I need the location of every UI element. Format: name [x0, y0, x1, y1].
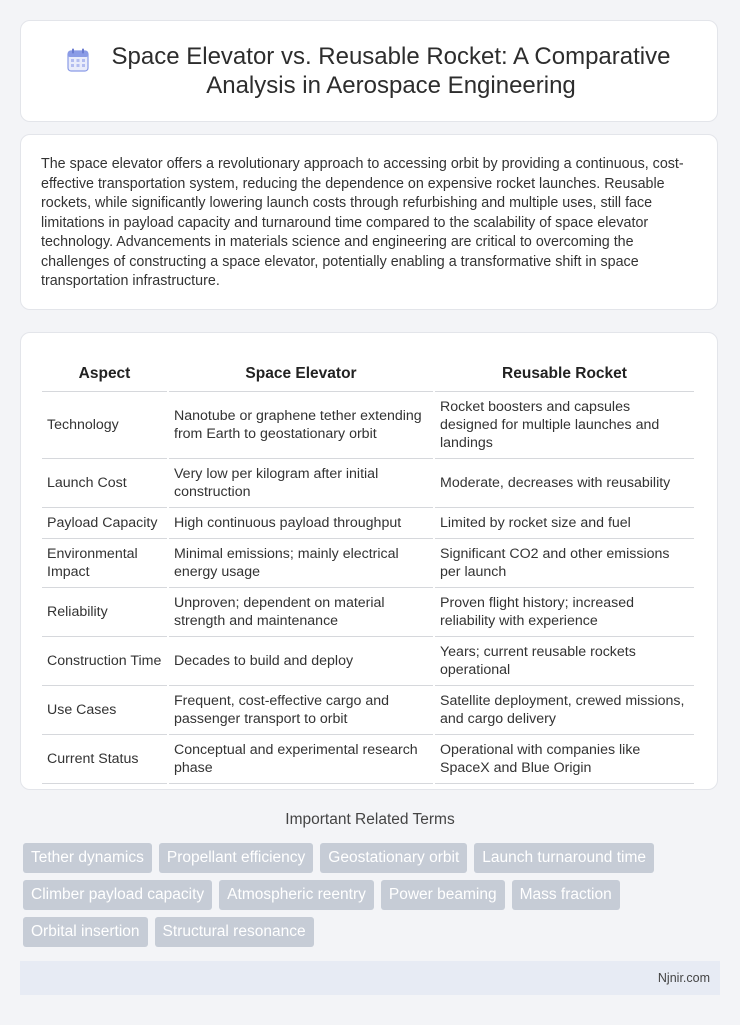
comparison-table [40, 351, 696, 784]
table-cell-aspect: Payload Capacity [42, 508, 167, 539]
intro-paragraph: The space elevator offers a revolutionary approach to accessing orbit by providing a continuous, cost-effective transportation system, reducing the dependence on expensive rocket launches. Reusable rockets, while significantly lowering launch costs through refurbishing and multiple uses, still face limitations in payload capacity and turnaround time compared to the scalability of space elevator technology. Advancements in materials science and engineering are critical to overcoming the challenges of constructing a space elevator, potentially enabling a transformative shift in space transportation infrastructure. [41, 156, 684, 289]
table-cell-space-elevator: Frequent, cost-effective cargo and passenger transport to orbit [169, 686, 433, 735]
table-cell-space-elevator: Very low per kilogram after initial construction [169, 459, 433, 508]
comparison-table-card [20, 332, 718, 790]
table-row [42, 588, 694, 637]
table-cell-aspect: Reliability [42, 588, 167, 637]
table-row [42, 508, 694, 539]
table-cell-space-elevator: Conceptual and experimental research phase [169, 735, 433, 784]
related-term-tag[interactable]: Launch turnaround time [474, 843, 654, 873]
table-row [42, 637, 694, 686]
column-header-space-elevator: Space Elevator [169, 351, 433, 392]
table-cell-reusable-rocket: Operational with companies like SpaceX and Blue Origin [435, 735, 694, 784]
calendar-icon [67, 48, 89, 72]
table-cell-reusable-rocket: Satellite deployment, crewed missions, and cargo delivery [435, 686, 694, 735]
page-title: Space Elevator vs. Reusable Rocket: A Comparative Analysis in Aerospace Engineering [111, 43, 671, 99]
footer-brand-link[interactable]: Njnir.com [657, 971, 710, 985]
related-term-tag[interactable]: Climber payload capacity [23, 880, 212, 910]
column-header-reusable-rocket: Reusable Rocket [435, 351, 694, 392]
table-cell-aspect: Construction Time [42, 637, 167, 686]
related-term-tag[interactable]: Atmospheric reentry [219, 880, 374, 910]
related-term-tag[interactable]: Tether dynamics [23, 843, 152, 873]
related-term-tag[interactable]: Geostationary orbit [320, 843, 467, 873]
table-cell-reusable-rocket: Years; current reusable rockets operational [435, 637, 694, 686]
related-term-tag[interactable]: Orbital insertion [23, 917, 148, 947]
table-cell-space-elevator: Minimal emissions; mainly electrical energy usage [169, 539, 433, 588]
table-cell-reusable-rocket: Rocket boosters and capsules designed for multiple launches and landings [435, 392, 694, 459]
table-cell-aspect: Launch Cost [42, 459, 167, 508]
related-terms-heading: Important Related Terms [285, 811, 455, 828]
table-cell-aspect: Use Cases [42, 686, 167, 735]
table-row [42, 735, 694, 784]
intro-card [20, 134, 718, 310]
table-row [42, 459, 694, 508]
table-cell-space-elevator: High continuous payload throughput [169, 508, 433, 539]
table-cell-reusable-rocket: Proven flight history; increased reliability with experience [435, 588, 694, 637]
related-term-tag[interactable]: Propellant efficiency [159, 843, 313, 873]
table-cell-aspect: Current Status [42, 735, 167, 784]
column-header-aspect: Aspect [42, 351, 167, 392]
table-cell-aspect: Technology [42, 392, 167, 459]
footer [20, 961, 720, 995]
table-cell-space-elevator: Unproven; dependent on material strength and maintenance [169, 588, 433, 637]
table-cell-space-elevator: Decades to build and deploy [169, 637, 433, 686]
table-cell-reusable-rocket: Moderate, decreases with reusability [435, 459, 694, 508]
table-row [42, 392, 694, 459]
table-cell-space-elevator: Nanotube or graphene tether extending from Earth to geostationary orbit [169, 392, 433, 459]
related-term-tag[interactable]: Power beaming [381, 880, 505, 910]
related-term-tag[interactable]: Mass fraction [512, 880, 620, 910]
related-term-tag[interactable]: Structural resonance [155, 917, 314, 947]
table-header-row [42, 351, 694, 392]
table-cell-aspect: Environmental Impact [42, 539, 167, 588]
related-terms-tags [23, 843, 703, 954]
table-cell-reusable-rocket: Limited by rocket size and fuel [435, 508, 694, 539]
table-row [42, 539, 694, 588]
header-card [20, 20, 718, 122]
table-cell-reusable-rocket: Significant CO2 and other emissions per launch [435, 539, 694, 588]
table-row [42, 686, 694, 735]
